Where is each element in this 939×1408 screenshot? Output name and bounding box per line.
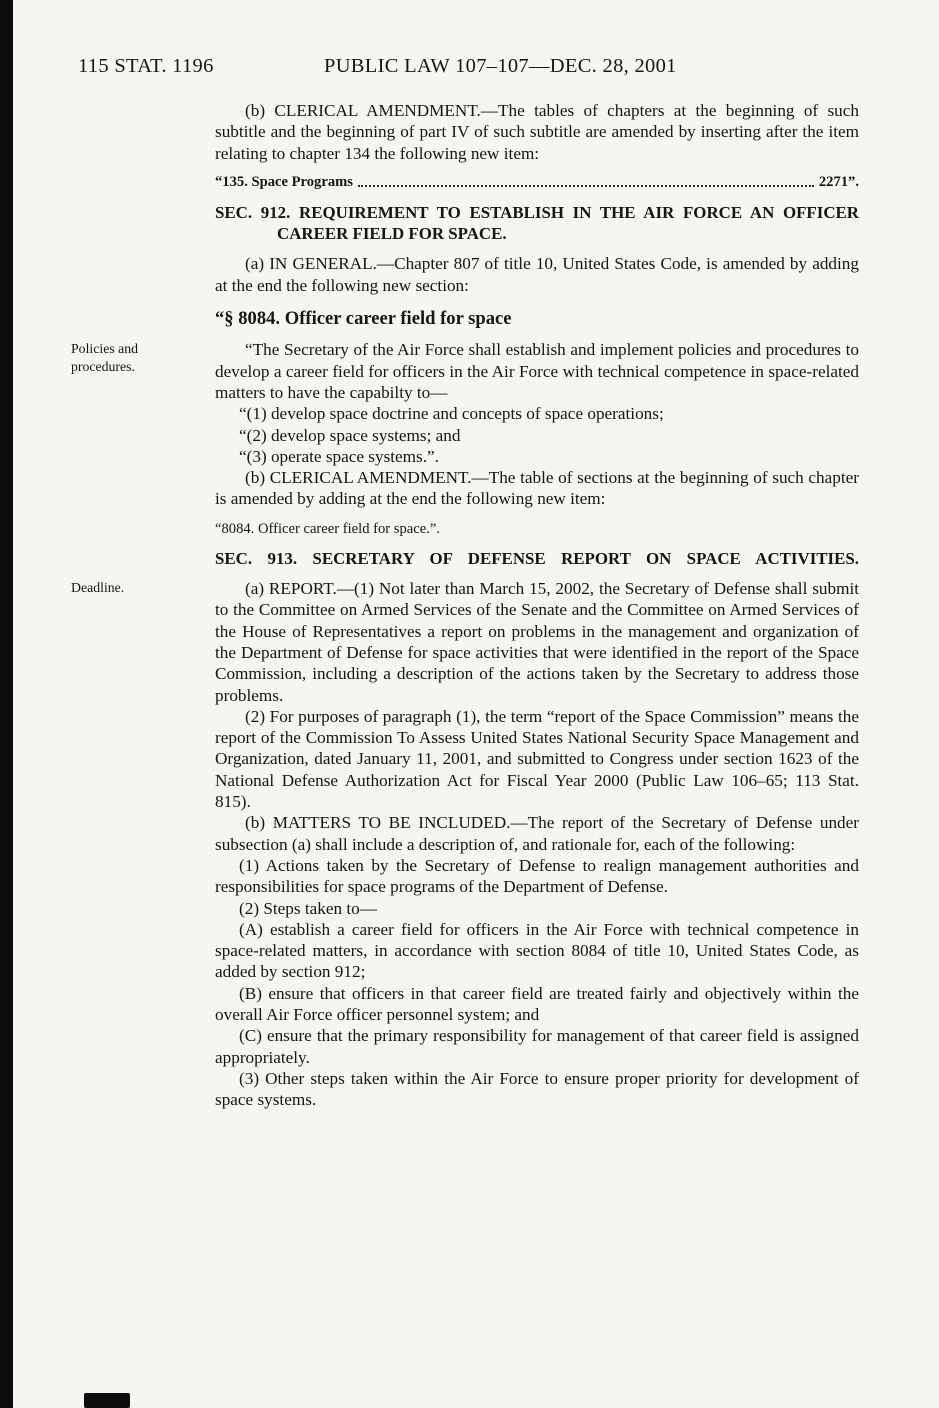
paragraph-912-a: (a) IN GENERAL.—Chapter 807 of title 10, United States Code, is amended by adding at the end the following new section: [215, 254, 859, 295]
paragraph-8084-chapeau [71, 339, 859, 403]
statute-page-citation: 115 STAT. 1196 [78, 55, 214, 77]
paragraph-913-b3: (3) Other steps taken within the Air Force to ensure proper priority for development of space systems. [215, 1068, 859, 1110]
chapter-table-entry [215, 173, 859, 191]
paragraph-913-b2-B: (B) ensure that officers in that career field are treated fairly and objectively within the overall Air Force officer personnel system; and [215, 983, 859, 1024]
page-header [0, 55, 939, 83]
margin-note-policies: Policies and procedures. [71, 341, 139, 375]
paragraph-clerical-amendment-b: (b) CLERICAL AMENDMENT.—The tables of chapters at the beginning of such subtitle and the beginning of part IV of such subtitle are amended by inserting after the item relating to chapter 134 the following new item: [215, 101, 859, 163]
paragraph-913-b2-A: (A) establish a career field for officers in the Air Force with technical competence in space-related matters, in accordance with section 8084 of title 10, United States Code, as added by section 912; [215, 919, 859, 982]
paragraph-913-b2: (2) Steps taken to— [239, 898, 377, 918]
section-table-entry: “8084. Officer career field for space.”. [215, 520, 440, 537]
section-912-heading: SEC. 912. REQUIREMENT TO ESTABLISH IN THE AIR FORCE AN OFFICER CAREER FIELD FOR SPACE. [215, 202, 859, 244]
paragraph-8084-chapeau-text: “The Secretary of the Air Force shall establish and implement policies and procedures to develop a career field for officers in the Air Force with technical competence in space-related matters to have the capabilty to— [215, 340, 859, 402]
scan-edge-artifact [0, 0, 13, 1408]
paragraph-8084-item-2: “(2) develop space systems; and [239, 425, 461, 445]
paragraph-912-b: (b) CLERICAL AMENDMENT.—The table of sections at the beginning of such chapter is amended by adding at the end the following new item: [215, 468, 859, 509]
usc-section-8084-heading: “§ 8084. Officer career field for space [215, 308, 512, 330]
paragraph-913-a1-text: (a) REPORT.—(1) Not later than March 15, 2002, the Secretary of Defense shall submit to the Committee on Armed Services of the Senate and the Committee on Armed Services of the House of Representatives a report on problems in the management and organization of the Department of Defense for space activities that were identified in the report of the Space Commission, including a description of the actions taken by the Secretary to address those problems. [215, 579, 859, 705]
chapter-table-entry-page: 2271”. [818, 173, 859, 190]
paragraph-8084-item-3: “(3) operate space systems.”. [239, 446, 439, 466]
paragraph-913-b1: (1) Actions taken by the Secretary of Defense to realign management authorities and responsibilities for space programs of the Department of Defense. [215, 855, 859, 897]
chapter-table-entry-label: “135. Space Programs [215, 173, 353, 190]
paragraph-913-a2: (2) For purposes of paragraph (1), the term “report of the Space Commission” means the report of the Commission To Assess United States National Security Space Management and Organization, dated January 11, 2001, and submitted to Congress under section 1623 of the National Defense Authorization Act for Fiscal Year 2000 (Public Law 106–65; 113 Stat. 815). [215, 706, 859, 812]
dot-leader [358, 185, 814, 187]
public-law-citation: PUBLIC LAW 107–107—DEC. 28, 2001 [324, 55, 677, 77]
paragraph-913-b: (b) MATTERS TO BE INCLUDED.—The report of the Secretary of Defense under subsection (a) shall include a description of, and rationale for, each of the following: [215, 813, 859, 854]
paragraph-8084-item-1: “(1) develop space doctrine and concepts of space operations; [239, 404, 664, 424]
section-913-heading: SEC. 913. SECRETARY OF DEFENSE REPORT ON SPACE ACTIVITIES. [215, 548, 859, 568]
paragraph-913-b2-C: (C) ensure that the primary responsibility for management of that career field is assigned appropriately. [215, 1026, 859, 1067]
margin-note-deadline: Deadline. [71, 580, 125, 596]
statute-text-column [71, 100, 859, 1110]
paragraph-913-a1 [71, 578, 859, 706]
scan-corner-artifact [84, 1393, 130, 1408]
